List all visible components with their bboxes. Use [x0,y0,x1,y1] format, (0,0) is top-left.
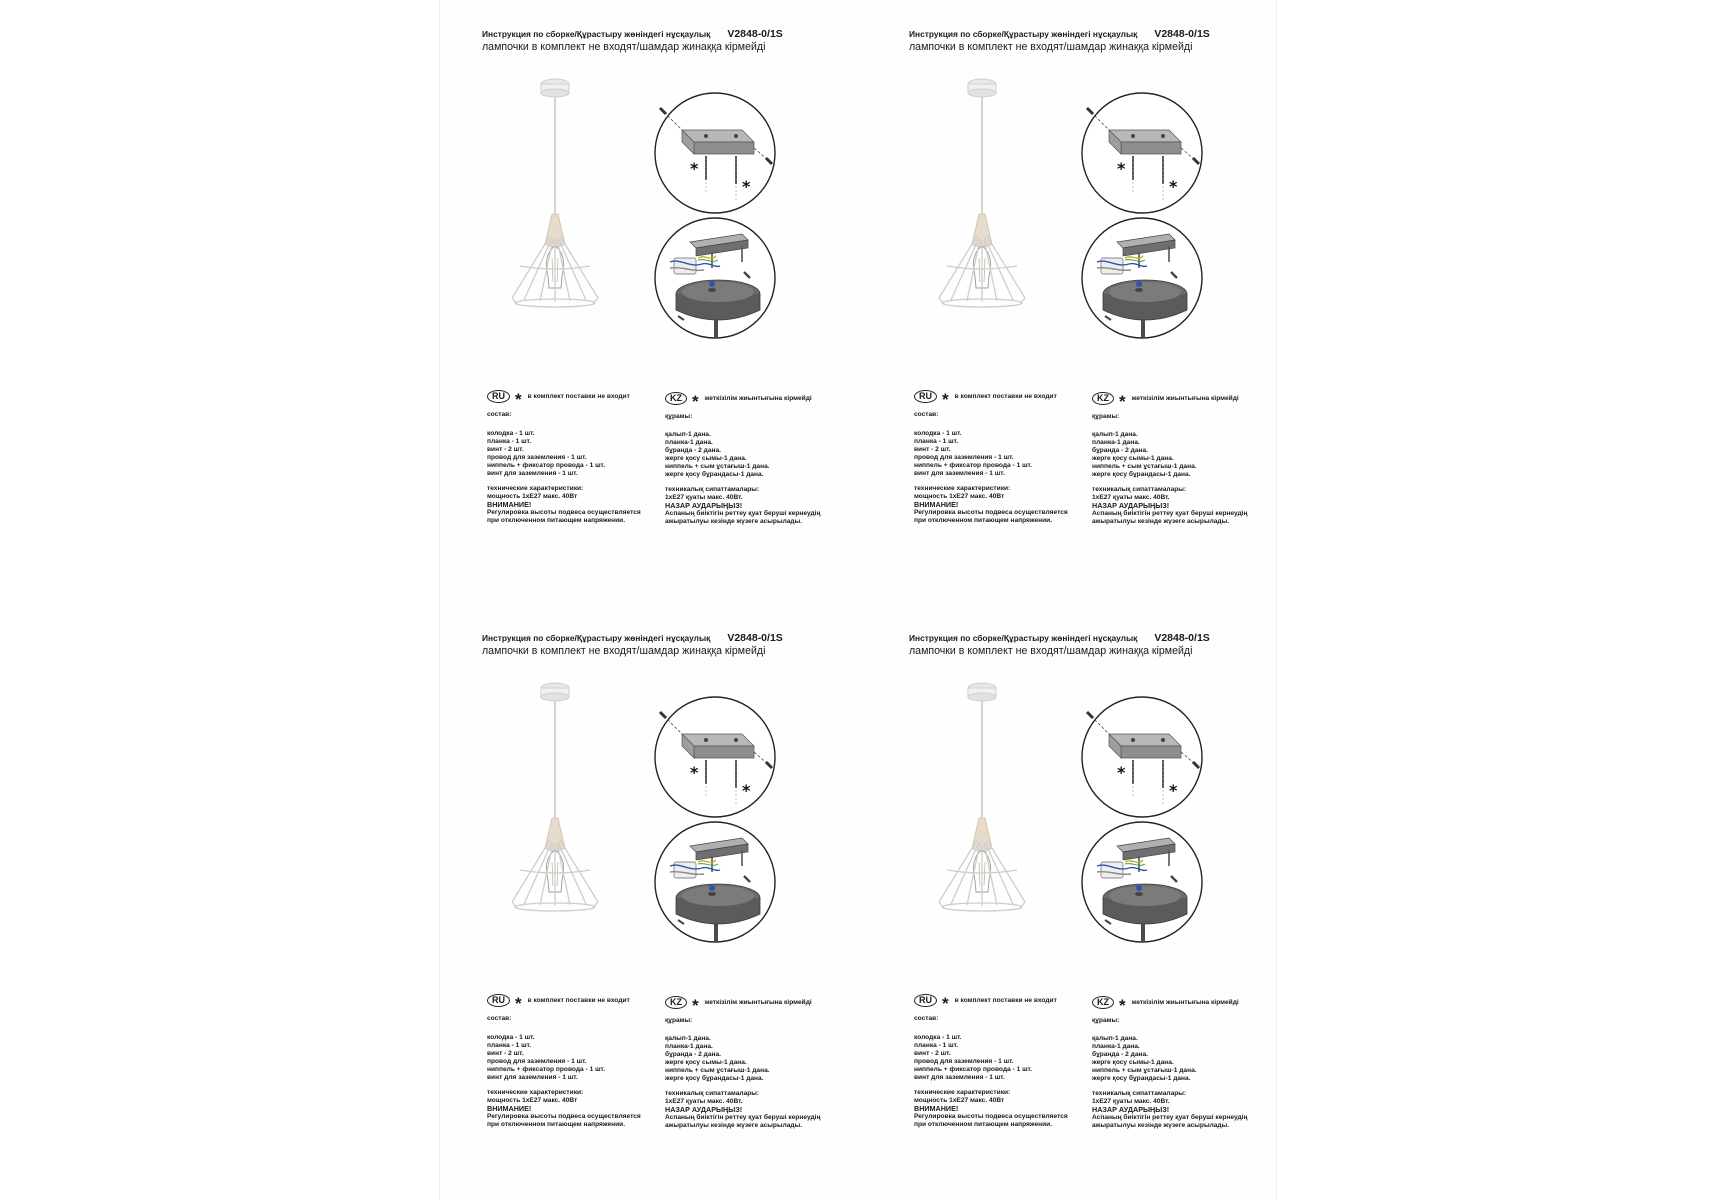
kz-section [665,994,855,1130]
list-item: провод для заземления - 1 шт. [914,454,1014,461]
list-item: планка - 1 шт. [487,1042,532,1049]
kz-composition-title: құрамы: [1092,1017,1120,1024]
kz-warning-title: НАЗАР АУДАРЫҢЫЗ! [1092,501,1170,510]
list-item: колодка - 1 шт. [914,1034,962,1041]
instruction-title: Инструкция по сборке/Құрастыру жөніндегі нұсқаулық [909,633,1138,643]
kz-tech-title: техникалық сипаттамалары: [665,486,760,493]
mounting-bracket-diagram [650,692,780,822]
ru-composition-title: состав: [914,1015,939,1022]
kz-parts-list [1092,1035,1282,1083]
instruction-panel [909,632,1329,1192]
model-number: V2848-0/1S [727,28,783,40]
kz-tech-value: 1хЕ27 қуаты макс. 40Вт. [1092,1098,1170,1105]
kz-warning-title: НАЗАР АУДАРЫҢЫЗ! [1092,1105,1170,1114]
ru-tech-title: технические характеристики: [487,485,584,492]
kz-language-badge: KZ [665,392,687,405]
list-item: ниппель + фиксатор провода - 1 шт. [487,462,606,469]
list-item: винт для заземления - 1 шт. [914,470,1005,477]
list-item: ниппель + сым ұстағыш-1 дана. [1092,463,1197,470]
ru-warning-text: Регулировка высоты подвеса осуществляется [487,1113,641,1120]
list-item: планка - 1 шт. [914,1042,959,1049]
asterisk-icon: * [1119,996,1126,1015]
kz-warning-text: Аспаның биіктігін реттеу қуат беруші кернеудің [665,1114,821,1121]
ru-language-badge: RU [487,994,510,1007]
ru-section [914,388,1084,525]
ru-not-included-note: в комплект поставки не входит [954,996,1057,1004]
list-item: бұранда - 2 дана. [1092,447,1148,454]
list-item: ниппель + фиксатор провода - 1 шт. [914,1066,1033,1073]
ru-warning-text: Регулировка высоты подвеса осуществляется [914,1113,1068,1120]
ru-tech-title: технические характеристики: [914,1089,1011,1096]
instruction-title: Инструкция по сборке/Құрастыру жөніндегі нұсқаулық [482,633,711,643]
kz-tech-title: техникалық сипаттамалары: [1092,486,1187,493]
pendant-lamp-illustration [937,680,1027,980]
kz-section [1092,994,1282,1130]
ru-tech-title: технические характеристики: [487,1089,584,1096]
ru-tech-value: мощность 1хЕ27 макс. 40Вт [914,493,1005,500]
canopy-wiring-diagram [650,810,780,960]
svg-text:*: * [1169,781,1178,800]
list-item: планка-1 дана. [1092,1043,1140,1050]
ru-not-included-note: в комплект поставки не входит [527,996,630,1004]
ru-composition-title: состав: [487,1015,512,1022]
ru-tech-value: мощность 1хЕ27 макс. 40Вт [487,1097,578,1104]
ru-parts-list [914,430,1084,478]
kz-parts-list [1092,431,1282,479]
kz-composition-title: құрамы: [1092,413,1120,420]
instruction-title: Инструкция по сборке/Құрастыру жөніндегі нұсқаулық [482,29,711,39]
asterisk-icon: * [1119,392,1126,411]
kz-tech-value: 1хЕ27 қуаты макс. 40Вт. [665,1098,743,1105]
list-item: провод для заземления - 1 шт. [487,454,587,461]
svg-text:*: * [742,177,751,196]
list-item: винт для заземления - 1 шт. [487,470,578,477]
kz-warning-text: ажыратылуы кезінде жүзеге асырылады. [665,1122,803,1129]
instruction-panel [482,632,902,1192]
model-number: V2848-0/1S [727,632,783,644]
kz-composition-title: құрамы: [665,413,693,420]
ru-tech-title: технические характеристики: [914,485,1011,492]
svg-text:*: * [1117,159,1126,178]
list-item: винт - 2 шт. [914,1050,951,1057]
list-item: винт для заземления - 1 шт. [487,1074,578,1081]
list-item: қалып-1 дана. [1092,431,1138,438]
ru-section [487,992,657,1129]
asterisk-icon: * [942,390,949,409]
pendant-lamp-illustration [510,76,600,376]
list-item: колодка - 1 шт. [487,430,535,437]
ru-not-included-note: в комплект поставки не входит [527,392,630,400]
list-item: планка-1 дана. [665,1043,713,1050]
list-item: бұранда - 2 дана. [1092,1051,1148,1058]
list-item: жерге қосу сымы-1 дана. [665,1059,747,1066]
kz-warning-text: Аспаның биіктігін реттеу қуат беруші кернеудің [1092,1114,1248,1121]
list-item: ниппель + сым ұстағыш-1 дана. [665,1067,770,1074]
panel-header [909,28,1329,54]
kz-language-badge: KZ [665,996,687,1009]
list-item: ниппель + фиксатор провода - 1 шт. [487,1066,606,1073]
list-item: қалып-1 дана. [665,431,711,438]
kz-tech-value: 1хЕ27 қуаты макс. 40Вт. [665,494,743,501]
kz-not-included-note: жеткізілім жиынтығына кірмейді [704,394,812,402]
ru-language-badge: RU [914,994,937,1007]
kz-section [665,390,855,526]
ru-warning-text: Регулировка высоты подвеса осуществляется [487,509,641,516]
ru-section [914,992,1084,1129]
kz-not-included-note: жеткізілім жиынтығына кірмейді [704,998,812,1006]
kz-not-included-note: жеткізілім жиынтығына кірмейді [1131,394,1239,402]
ru-warning-text: при отключенном питающем напряжении. [487,517,626,524]
kz-warning-title: НАЗАР АУДАРЫҢЫЗ! [665,501,743,510]
panel-header [482,28,902,54]
list-item: планка-1 дана. [1092,439,1140,446]
ru-warning-text: при отключенном питающем напряжении. [914,1121,1053,1128]
asterisk-icon: * [692,392,699,411]
svg-text:*: * [1169,177,1178,196]
bulbs-not-included-note: лампочки в комплект не входят/шамдар жинаққа кірмейді [909,645,1193,657]
list-item: винт для заземления - 1 шт. [914,1074,1005,1081]
list-item: винт - 2 шт. [487,1050,524,1057]
ru-section [487,388,657,525]
svg-text:*: * [1117,763,1126,782]
kz-warning-text: Аспаның биіктігін реттеу қуат беруші кернеудің [1092,510,1248,517]
list-item: колодка - 1 шт. [487,1034,535,1041]
list-item: ниппель + сым ұстағыш-1 дана. [665,463,770,470]
list-item: провод для заземления - 1 шт. [487,1058,587,1065]
list-item: жерге қосу бұрандасы-1 дана. [1092,471,1191,478]
ru-warning-text: Регулировка высоты подвеса осуществляется [914,509,1068,516]
asterisk-icon: * [515,390,522,409]
model-number: V2848-0/1S [1154,632,1210,644]
asterisk-icon: * [942,994,949,1013]
list-item: жерге қосу сымы-1 дана. [1092,455,1174,462]
kz-parts-list [665,1035,855,1083]
svg-text:*: * [742,781,751,800]
list-item: планка - 1 шт. [914,438,959,445]
list-item: планка-1 дана. [665,439,713,446]
ru-warning-title: ВНИМАНИЕ! [914,500,959,509]
asterisk-icon: * [692,996,699,1015]
kz-parts-list [665,431,855,479]
list-item: провод для заземления - 1 шт. [914,1058,1014,1065]
kz-warning-text: Аспаның биіктігін реттеу қуат беруші кернеудің [665,510,821,517]
kz-language-badge: KZ [1092,392,1114,405]
bulbs-not-included-note: лампочки в комплект не входят/шамдар жинаққа кірмейді [482,41,766,53]
ru-warning-title: ВНИМАНИЕ! [914,1104,959,1113]
list-item: қалып-1 дана. [1092,1035,1138,1042]
instruction-panel [909,28,1329,588]
list-item: жерге қосу бұрандасы-1 дана. [665,1075,764,1082]
list-item: жерге қосу сымы-1 дана. [665,455,747,462]
panel-header [909,632,1329,658]
canopy-wiring-diagram [1077,810,1207,960]
canopy-wiring-diagram [1077,206,1207,356]
list-item: планка - 1 шт. [487,438,532,445]
ru-parts-list [487,1034,657,1082]
ru-warning-title: ВНИМАНИЕ! [487,500,532,509]
list-item: бұранда - 2 дана. [665,1051,721,1058]
svg-text:*: * [690,763,699,782]
mounting-bracket-diagram [1077,692,1207,822]
list-item: жерге қосу бұрандасы-1 дана. [665,471,764,478]
svg-text:*: * [690,159,699,178]
ru-warning-title: ВНИМАНИЕ! [487,1104,532,1113]
ru-language-badge: RU [487,390,510,403]
bulbs-not-included-note: лампочки в комплект не входят/шамдар жинаққа кірмейді [909,41,1193,53]
kz-warning-text: ажыратылуы кезінде жүзеге асырылады. [665,518,803,525]
ru-not-included-note: в комплект поставки не входит [954,392,1057,400]
list-item: қалып-1 дана. [665,1035,711,1042]
panel-header [482,632,902,658]
kz-tech-value: 1хЕ27 қуаты макс. 40Вт. [1092,494,1170,501]
kz-warning-title: НАЗАР АУДАРЫҢЫЗ! [665,1105,743,1114]
ru-tech-value: мощность 1хЕ27 макс. 40Вт [487,493,578,500]
instruction-panel [482,28,902,588]
canopy-wiring-diagram [650,206,780,356]
ru-warning-text: при отключенном питающем напряжении. [487,1121,626,1128]
mounting-bracket-diagram [1077,88,1207,218]
kz-not-included-note: жеткізілім жиынтығына кірмейді [1131,998,1239,1006]
list-item: ниппель + фиксатор провода - 1 шт. [914,462,1033,469]
instruction-title: Инструкция по сборке/Құрастыру жөніндегі нұсқаулық [909,29,1138,39]
ru-parts-list [914,1034,1084,1082]
ru-parts-list [487,430,657,478]
list-item: бұранда - 2 дана. [665,447,721,454]
kz-composition-title: құрамы: [665,1017,693,1024]
asterisk-icon: * [515,994,522,1013]
list-item: колодка - 1 шт. [914,430,962,437]
kz-language-badge: KZ [1092,996,1114,1009]
list-item: жерге қосу бұрандасы-1 дана. [1092,1075,1191,1082]
ru-language-badge: RU [914,390,937,403]
pendant-lamp-illustration [937,76,1027,376]
list-item: ниппель + сым ұстағыш-1 дана. [1092,1067,1197,1074]
ru-composition-title: состав: [487,411,512,418]
list-item: жерге қосу сымы-1 дана. [1092,1059,1174,1066]
list-item: винт - 2 шт. [487,446,524,453]
kz-section [1092,390,1282,526]
kz-tech-title: техникалық сипаттамалары: [1092,1090,1187,1097]
list-item: винт - 2 шт. [914,446,951,453]
ru-warning-text: при отключенном питающем напряжении. [914,517,1053,524]
kz-warning-text: ажыратылуы кезінде жүзеге асырылады. [1092,1122,1230,1129]
mounting-bracket-diagram [650,88,780,218]
model-number: V2848-0/1S [1154,28,1210,40]
kz-warning-text: ажыратылуы кезінде жүзеге асырылады. [1092,518,1230,525]
kz-tech-title: техникалық сипаттамалары: [665,1090,760,1097]
ru-tech-value: мощность 1хЕ27 макс. 40Вт [914,1097,1005,1104]
bulbs-not-included-note: лампочки в комплект не входят/шамдар жинаққа кірмейді [482,645,766,657]
pendant-lamp-illustration [510,680,600,980]
ru-composition-title: состав: [914,411,939,418]
